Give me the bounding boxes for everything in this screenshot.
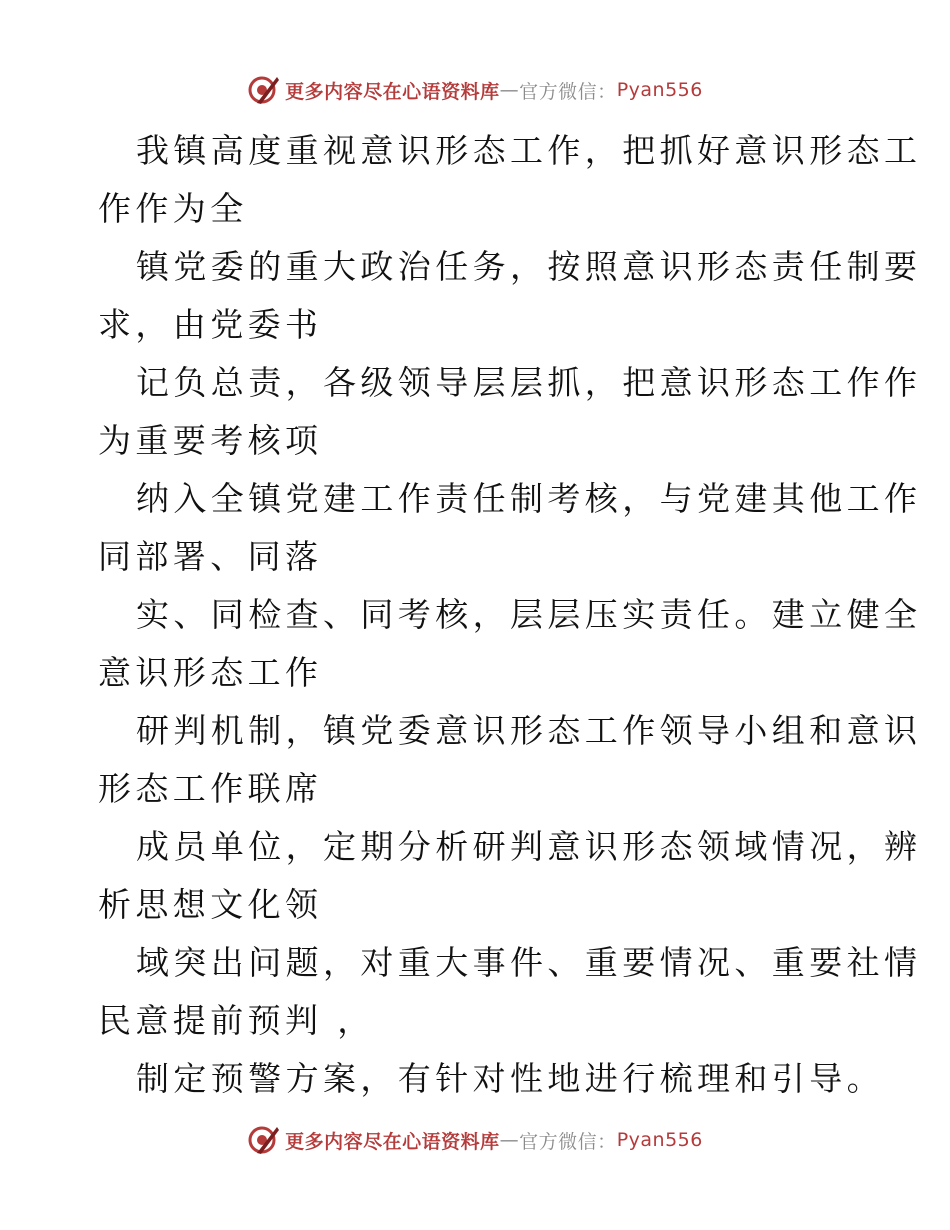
header-banner-separator: —: [499, 79, 520, 101]
header-banner-main: 更多内容尽在心语资料库: [285, 80, 500, 103]
paragraph-line: 同部署、同落: [98, 537, 323, 576]
header-wechat-label: 官方微信：: [519, 80, 617, 103]
quill-seal-icon: [247, 73, 281, 107]
paragraph-7: [98, 818, 922, 934]
paragraph-line: 形态工作联席: [98, 769, 323, 808]
paragraph-line: 记负总责，各级领导层层抓，把意识形态工作作: [136, 363, 922, 402]
footer-banner-separator: —: [499, 1129, 520, 1151]
paragraph-3: [98, 354, 922, 470]
quill-seal-icon: [247, 1123, 281, 1157]
header-banner: [0, 70, 950, 110]
footer-banner: [0, 1120, 950, 1160]
paragraph-line: 求，由党委书: [98, 305, 323, 344]
paragraph-line: 纳入全镇党建工作责任制考核，与党建其他工作: [136, 479, 922, 518]
paragraph-line: 域突出问题，对重大事件、重要情况、重要社情: [136, 943, 922, 982]
paragraph-line: 我镇高度重视意识形态工作，把抓好意识形态工: [136, 131, 922, 170]
paragraph-8: [98, 934, 922, 1050]
paragraph-line: 成员单位，定期分析研判意识形态领域情况，辨: [136, 827, 922, 866]
paragraph-line: 为重要考核项: [98, 421, 323, 460]
footer-banner-main: 更多内容尽在心语资料库: [285, 1130, 500, 1153]
paragraph-line: 研判机制，镇党委意识形态工作领导小组和意识: [136, 711, 922, 750]
paragraph-1: [98, 122, 922, 238]
paragraph-9: [98, 1050, 884, 1108]
paragraph-line: 析思想文化领: [98, 885, 323, 924]
paragraph-line: 实、同检查、同考核，层层压实责任。建立健全: [136, 595, 922, 634]
paragraph-line: 制定预警方案，有针对性地进行梳理和引导。: [136, 1059, 884, 1098]
paragraph-line: 镇党委的重大政治任务，按照意识形态责任制要: [136, 247, 922, 286]
paragraph-2: [98, 238, 922, 354]
header-wechat-id: Pyan556: [616, 79, 703, 101]
paragraph-line: 意识形态工作: [98, 653, 323, 692]
paragraph-4: [98, 470, 922, 586]
paragraph-5: [98, 586, 922, 702]
document-body: [98, 122, 922, 1108]
paragraph-line: 民意提前预判 ，: [98, 1001, 375, 1040]
paragraph-line: 作作为全: [98, 189, 248, 228]
paragraph-6: [98, 702, 922, 818]
footer-wechat-id: Pyan556: [616, 1129, 703, 1151]
footer-wechat-label: 官方微信：: [519, 1130, 617, 1153]
